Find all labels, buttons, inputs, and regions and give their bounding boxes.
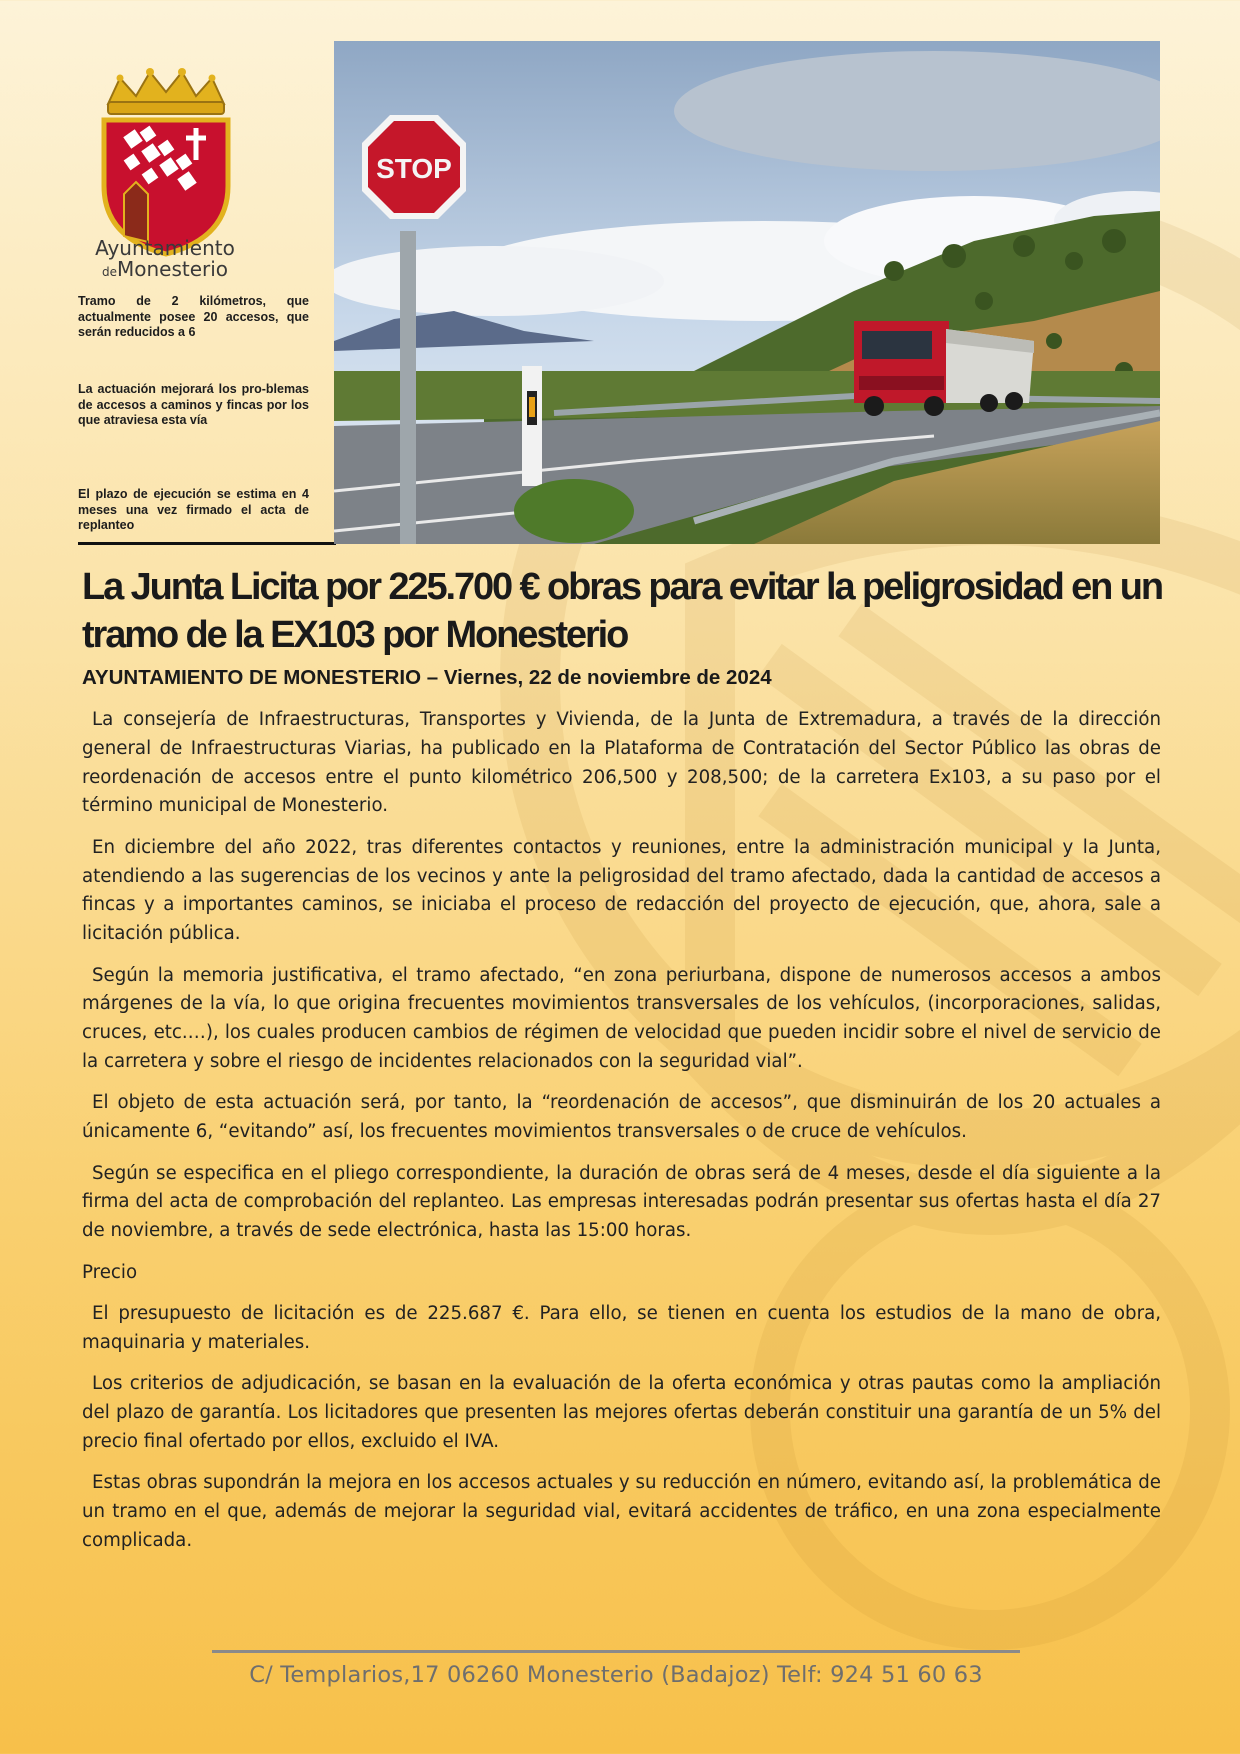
side-divider — [78, 542, 336, 545]
road-truck-illustration — [334, 41, 1160, 544]
paragraph-8: Estas obras supondrán la mejora en los accesos actuales y su reducción en número, evitando así, la problemática de un tramo en el que, además de mejorar la seguridad vial, evitará accidentes de tráfico, en una zona especialmente complicada. — [82, 1472, 1161, 1551]
side-note-3: El plazo de ejecución se estima en 4 meses una vez firmado el acta de replanteo — [78, 487, 309, 533]
paragraph-2: En diciembre del año 2022, tras diferentes contactos y reuniones, entre la administración municipal y la Junta, atendiendo a las sugerencias de los vecinos y ante la peligrosidad del tramo afectado, dada la cantidad de accesos a fincas y a importantes caminos, se iniciaba el proceso de redacción del proyecto de ejecución, que, ahora, sale a licitación pública. — [82, 836, 1161, 945]
paragraph-5: Según se especifica en el pliego correspondiente, la duración de obras será de 4 meses, desde el día siguiente a la firma del acta de comprobación del replanteo. Las empresas interesadas podrán presentar sus ofertas hasta el día 27 de noviembre, a través de sede electrónica, hasta las 15:00 horas. — [82, 1162, 1161, 1242]
article-byline: AYUNTAMIENTO DE MONESTERIO – Viernes, 22 de noviembre de 2024 — [82, 666, 772, 689]
footer-address: C/ Templarios,17 06260 Monesterio (Badajoz) Telf: 924 51 60 63 — [249, 1662, 983, 1688]
paragraph-7: Los criterios de adjudicación, se basan en la evaluación de la oferta económica y otras pautas como la ampliación del plazo de garantía. Los licitadores que presenten las mejores ofertas deberán constituir una garantía de un 5% del precio final ofertado por ellos, excluido el IVA. — [82, 1373, 1161, 1452]
logo-line-1: Ayuntamiento — [95, 236, 235, 260]
paragraph-1: La consejería de Infraestructuras, Transportes y Vivienda, de la Junta de Extremadura, a través de la dirección general de Infraestructuras Viarias, ha publicado en la Plataforma de Contratación del Sector Público las obras de reordenación de accesos entre el punto kilométrico 206,500 y 208,500; de la carretera Ex103, a su paso por el término municipal de Monesterio. — [82, 709, 1161, 817]
header-photo — [334, 41, 1160, 544]
section-subheading: Precio — [82, 1261, 138, 1283]
side-note-1: Tramo de 2 kilómetros, que actualmente posee 20 accesos, que serán reducidos a 6 — [78, 294, 309, 340]
paragraph-3: Según la memoria justificativa, el tramo afectado, “en zona periurbana, dispone de numerosos accesos a ambos márgenes de la vía, lo que origina frecuentes movimientos transversales de los vehículos, (incorporaciones, salidas, cruces, etc.…), los cuales producen cambios de régimen de velocidad que pueden incidir sobre el nivel de servicio de la carretera y sobre el riesgo de incidentes relacionados con la seguridad vial”. — [82, 964, 1161, 1072]
paragraph-4: El objeto de esta actuación será, por tanto, la “reordenación de accesos”, que disminuirán de los 20 actuales a únicamente 6, “evitando” así, los frecuentes movimientos transversales o de cruce de vehículos. — [82, 1092, 1161, 1143]
logo-line-2-prefix: de — [101, 265, 117, 279]
side-note-2: La actuación mejorará los pro-blemas de accesos a caminos y fincas por los que atraviesa esta vía — [78, 382, 309, 428]
article-body — [82, 706, 1161, 1568]
stop-sign-text: STOP — [376, 153, 452, 184]
footer-divider — [212, 1650, 1020, 1653]
logo-line-2-name: Monesterio — [116, 257, 229, 281]
logo-line-2 — [80, 259, 250, 280]
logo-caption — [80, 238, 250, 280]
article-headline: La Junta Licita por 225.700 € obras para evitar la peligrosidad en un tramo de la EX103 por Monesterio — [82, 566, 1162, 656]
paragraph-6: El presupuesto de licitación es de 225.687 €. Para ello, se tienen en cuenta los estudios de la mano de obra, maquinaria y materiales. — [82, 1302, 1161, 1353]
stop-sign-icon — [362, 115, 466, 219]
